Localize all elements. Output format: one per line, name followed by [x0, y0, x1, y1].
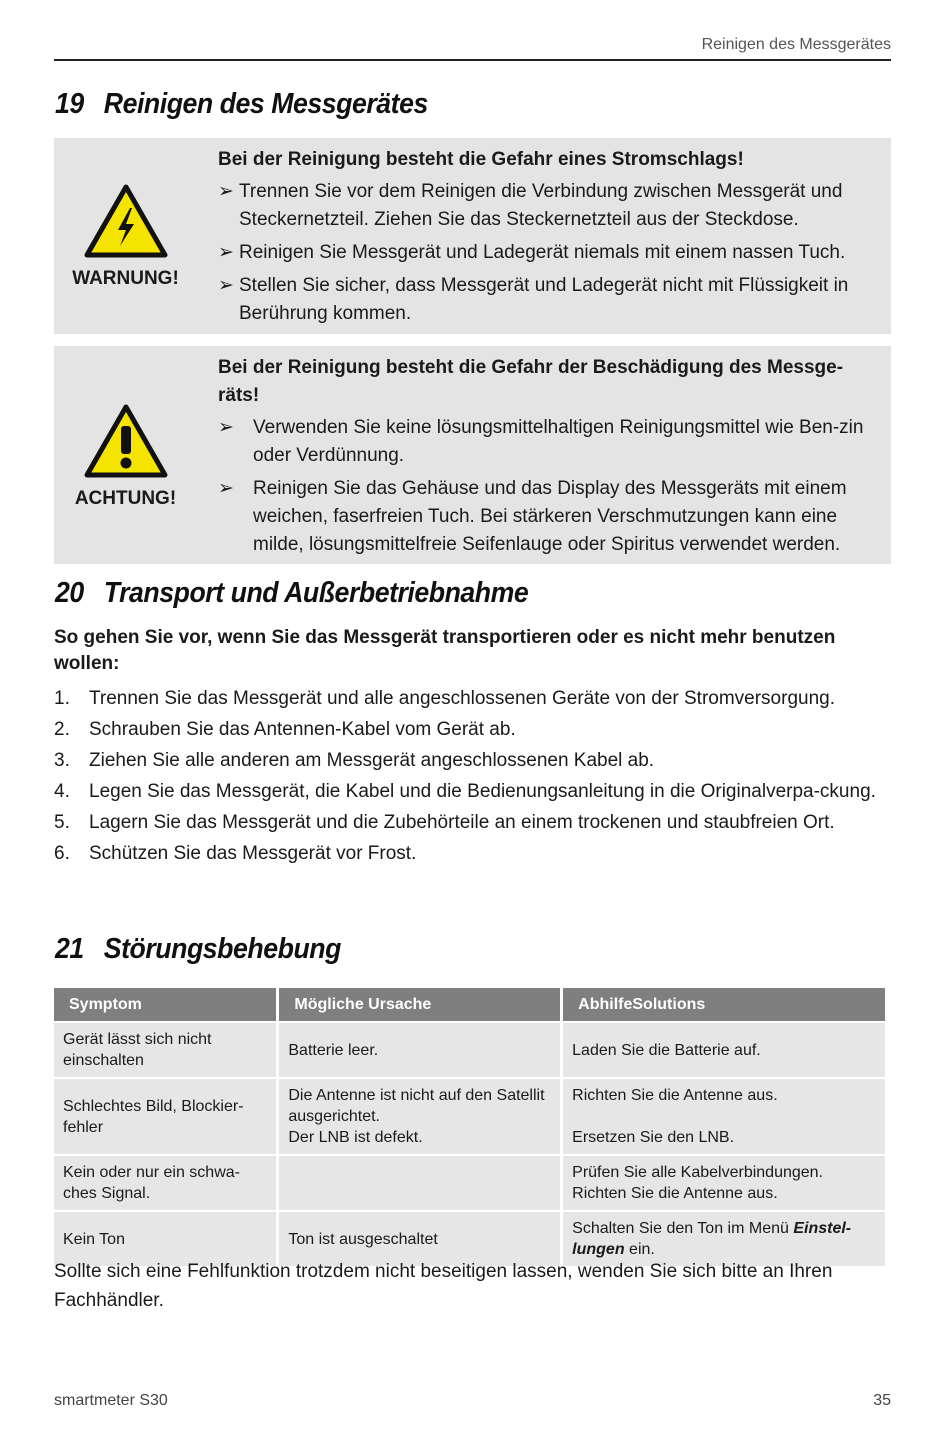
- exclamation-hazard-icon: [84, 404, 168, 478]
- warning-icon-column: [54, 184, 197, 290]
- cell-cause: [279, 1156, 560, 1210]
- cell-symptom: Kein Ton: [54, 1212, 276, 1266]
- cell-remedy: Prüfen Sie alle Kabelverbindungen. Richten Sie die Antenne aus.: [563, 1156, 885, 1210]
- electric-hazard-icon: [84, 184, 168, 258]
- list-item: ➢ Stellen Sie sicher, dass Messgerät und Ladegerät nicht mit Flüssigkeit in Berührung kommen.: [218, 272, 881, 328]
- section-title-text: Transport und Außerbetriebnahme: [103, 577, 529, 609]
- menu-name-emphasis: Einstel-lungen: [572, 1220, 852, 1258]
- header-rule: [54, 59, 891, 61]
- list-item: ➢ Reinigen Sie Messgerät und Ladegerät niemals mit einem nassen Tuch.: [218, 239, 881, 267]
- list-item: 4. Legen Sie das Messgerät, die Kabel und die Bedienungsanleitung in die Originalverpa-ckung.: [54, 781, 876, 802]
- caution-box: [54, 346, 891, 564]
- troubleshooting-outro: Sollte sich eine Fehlfunktion trotzdem nicht beseitigen lassen, wenden Sie sich bitte an Ihren Fachhändler.: [54, 1261, 833, 1311]
- list-item: ➢ Trennen Sie vor dem Reinigen die Verbindung zwischen Messgerät und Steckernetzteil. Ziehen Sie das Steckernetzteil aus der Steckdose.: [218, 178, 881, 234]
- page-number: 35: [873, 1392, 891, 1409]
- signal-word-warning: WARNUNG!: [72, 268, 179, 289]
- section-number: 19: [55, 88, 84, 120]
- section-number: 21: [55, 933, 84, 965]
- list-item: 6. Schützen Sie das Messgerät vor Frost.: [54, 843, 417, 864]
- warning-content: [218, 146, 881, 333]
- warning-lead: Bei der Reinigung besteht die Gefahr eines Stromschlags!: [218, 149, 744, 170]
- section-number: 20: [55, 577, 84, 609]
- troubleshooting-table: [51, 986, 888, 1268]
- bullet-arrow-icon: ➢: [218, 275, 234, 296]
- cell-symptom: Gerät lässt sich nicht einschalten: [54, 1023, 276, 1077]
- bullet-arrow-icon: ➢: [218, 181, 234, 202]
- caution-list: [218, 414, 881, 559]
- section-title-text: Reinigen des Messgerätes: [103, 88, 428, 120]
- cell-remedy: Laden Sie die Batterie auf.: [563, 1023, 885, 1077]
- transport-steps: [54, 685, 894, 871]
- list-item: ➢ Reinigen Sie das Gehäuse und das Display des Messgeräts mit einem weichen, faserfreien Tuch. Bei stärkeren Verschmutzungen kann eine milde, lösungsmittelfreie Seifenlauge oder Spiritus verwendet werden.: [218, 475, 881, 559]
- warning-list: [218, 178, 881, 328]
- running-header: Reinigen des Messgerätes: [701, 36, 891, 53]
- warning-box: [54, 138, 891, 334]
- bullet-arrow-icon: ➢: [218, 478, 234, 499]
- section-21-title: [55, 933, 341, 966]
- cell-remedy: Schalten Sie den Ton im Menü Einstel-lungen ein.: [563, 1212, 885, 1266]
- cell-symptom: Schlechtes Bild, Blockier-fehler: [54, 1079, 276, 1154]
- caution-content: [218, 354, 881, 564]
- cell-cause: Die Antenne ist nicht auf den Satellit ausgerichtet. Der LNB ist defekt.: [279, 1079, 560, 1154]
- transport-intro: So gehen Sie vor, wenn Sie das Messgerät transportieren oder es nicht mehr benutzen wollen:: [54, 627, 836, 674]
- caution-lead: Bei der Reinigung besteht die Gefahr der Beschädigung des Messge-räts!: [218, 357, 844, 406]
- footer-product: smartmeter S30: [54, 1392, 168, 1409]
- column-header-cause: Mögliche Ursache: [279, 988, 560, 1021]
- list-item: 3. Ziehen Sie alle anderen am Messgerät angeschlossenen Kabel ab.: [54, 750, 655, 771]
- cell-cause: Ton ist ausgeschaltet: [279, 1212, 560, 1266]
- table-header-row: [54, 988, 885, 1021]
- list-item: 1. Trennen Sie das Messgerät und alle angeschlossenen Geräte von der Stromversorgung.: [54, 688, 836, 709]
- list-item: 2. Schrauben Sie das Antennen-Kabel vom Gerät ab.: [54, 719, 516, 740]
- bullet-arrow-icon: ➢: [218, 417, 234, 438]
- section-19-title: [55, 88, 428, 121]
- cell-cause: Batterie leer.: [279, 1023, 560, 1077]
- cell-symptom: Kein oder nur ein schwa-ches Signal.: [54, 1156, 276, 1210]
- table-row: [54, 1156, 885, 1210]
- cell-remedy: Richten Sie die Antenne aus. Ersetzen Sie den LNB.: [563, 1079, 885, 1154]
- section-title-text: Störungsbehebung: [103, 933, 341, 965]
- section-20-title: [55, 577, 528, 610]
- signal-word-caution: ACHTUNG!: [74, 488, 177, 509]
- table-row: [54, 1079, 885, 1154]
- list-item: ➢ Verwenden Sie keine lösungsmittelhaltigen Reinigungsmittel wie Ben-zin oder Verdünnung.: [218, 414, 881, 470]
- caution-icon-column: [54, 404, 197, 510]
- column-header-remedy: AbhilfeSolutions: [563, 988, 885, 1021]
- column-header-symptom: Symptom: [54, 988, 276, 1021]
- list-item: 5. Lagern Sie das Messgerät und die Zubehörteile an einem trockenen und staubfreien Ort.: [54, 812, 835, 833]
- table-row: [54, 1023, 885, 1077]
- bullet-arrow-icon: ➢: [218, 242, 234, 263]
